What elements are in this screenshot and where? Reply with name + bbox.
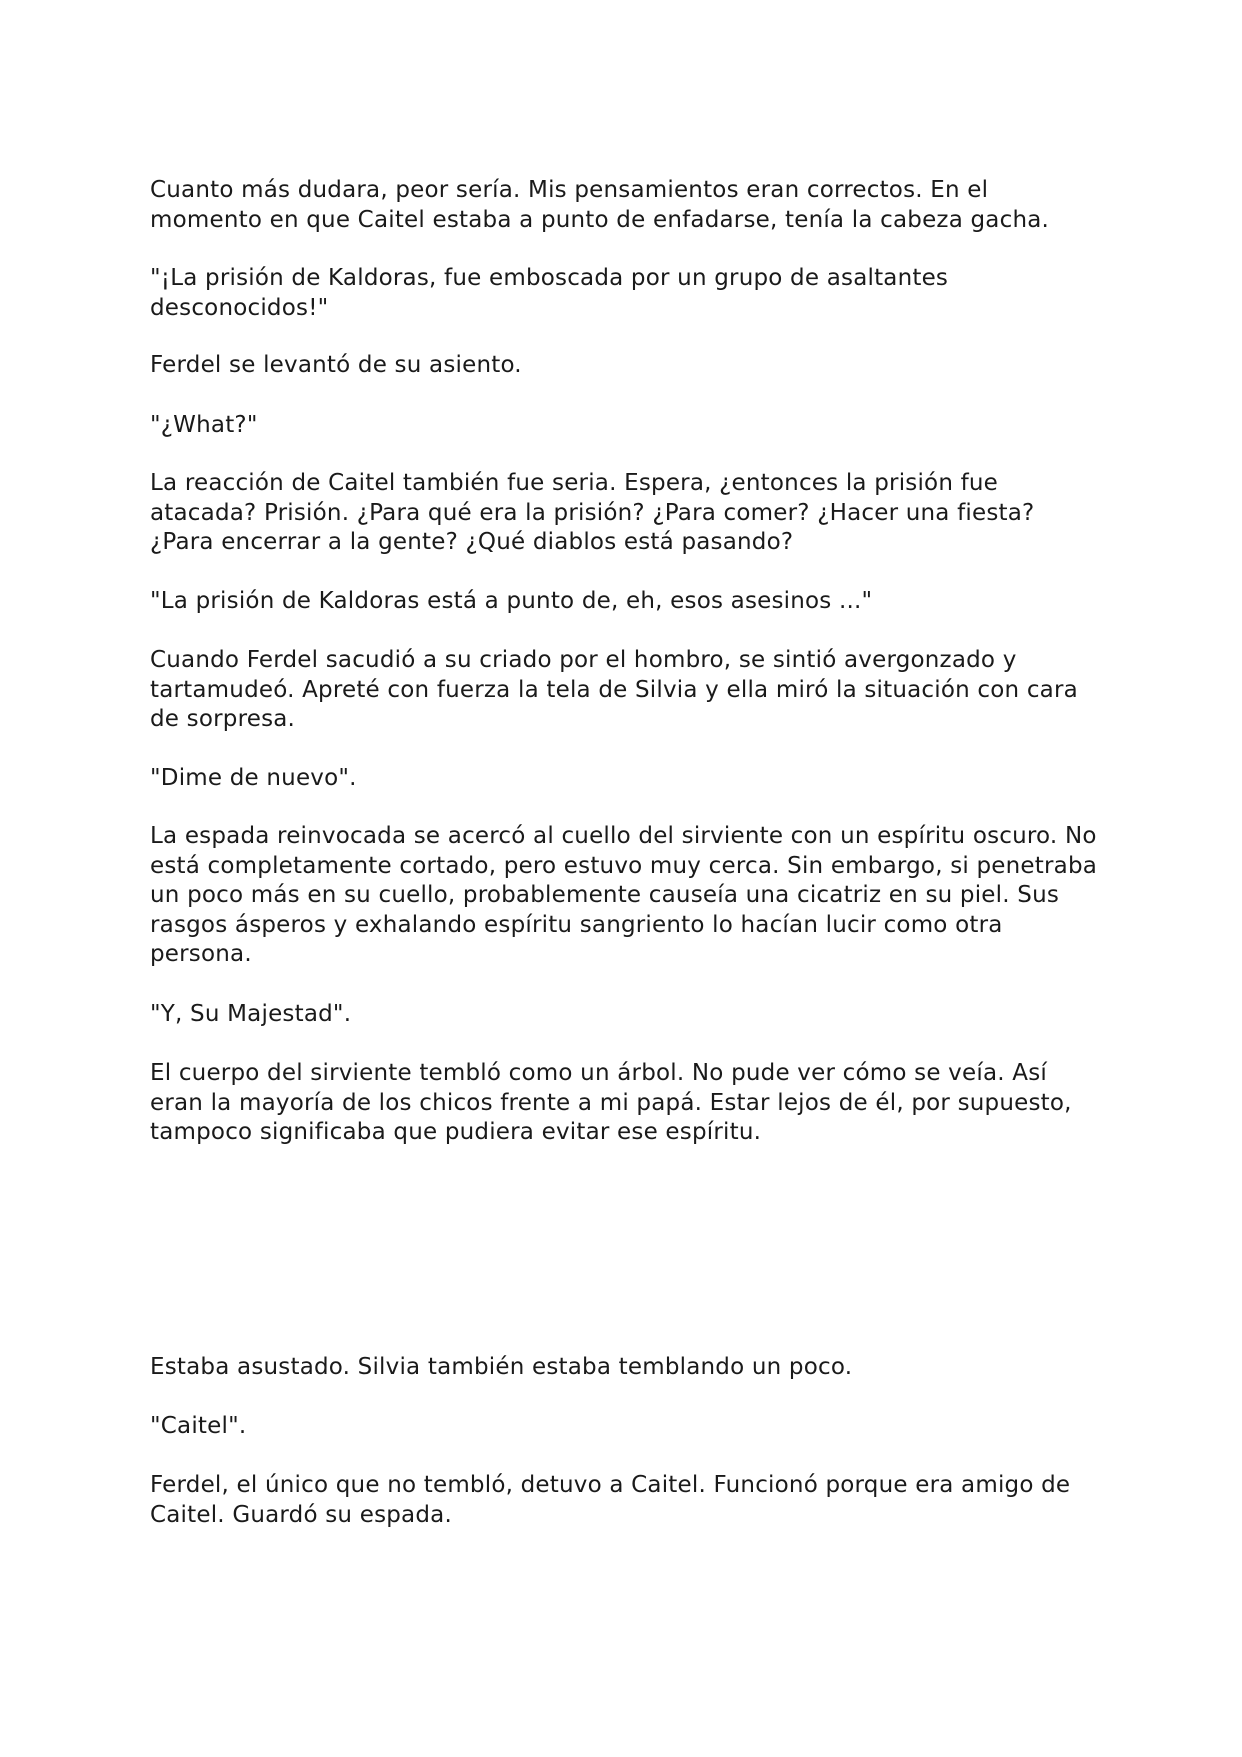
paragraph-1: Cuanto más dudara, peor sería. Mis pensamientos eran correctos. En el momento en que Caitel estaba a punto de enfadarse, tenía la cabeza gacha. [150,177,1050,233]
paragraph-5: La reacción de Caitel también fue seria. Espera, ¿entonces la prisión fue atacada? Prisión. ¿Para qué era la prisión? ¿Para comer? ¿Hacer una fiesta? ¿Para encerrar a la gente? ¿Qué diablos está pasando? [150,470,1035,555]
paragraph-14: Ferdel, el único que no tembló, detuvo a Caitel. Funcionó porque era amigo de Caitel. Guardó su espada. [150,1472,1071,1528]
paragraph-10: "Y, Su Majestad". [150,1001,352,1027]
paragraph-11: El cuerpo del sirviente tembló como un árbol. No pude ver cómo se veía. Así eran la mayoría de los chicos frente a mi papá. Estar lejos de él, por supuesto, tampoco significaba que pudiera evitar ese espíritu. [150,1060,1072,1145]
paragraph-3: Ferdel se levantó de su asiento. [150,352,522,378]
paragraph-2: "¡La prisión de Kaldoras, fue emboscada por un grupo de asaltantes desconocidos!" [150,265,949,321]
paragraph-7: Cuando Ferdel sacudió a su criado por el hombro, se sintió avergonzado y tartamudeó. Apreté con fuerza la tela de Silvia y ella miró la situación con cara de sorpresa. [150,647,1078,732]
paragraph-9: La espada reinvocada se acercó al cuello del sirviente con un espíritu oscuro. No está completamente cortado, pero estuvo muy cerca. Sin embargo, si penetraba un poco más en su cuello, probablemente causeía una cicatriz en su piel. Sus rasgos ásperos y exhalando espíritu sangriento lo hacían lucir como otra persona. [150,823,1098,967]
paragraph-8: "Dime de nuevo". [150,765,357,791]
paragraph-4: "¿What?" [150,412,258,438]
paragraph-13: "Caitel". [150,1413,247,1439]
paragraph-6: "La prisión de Kaldoras está a punto de, eh, esos asesinos ..." [150,588,873,614]
paragraph-12: Estaba asustado. Silvia también estaba temblando un poco. [150,1354,853,1380]
